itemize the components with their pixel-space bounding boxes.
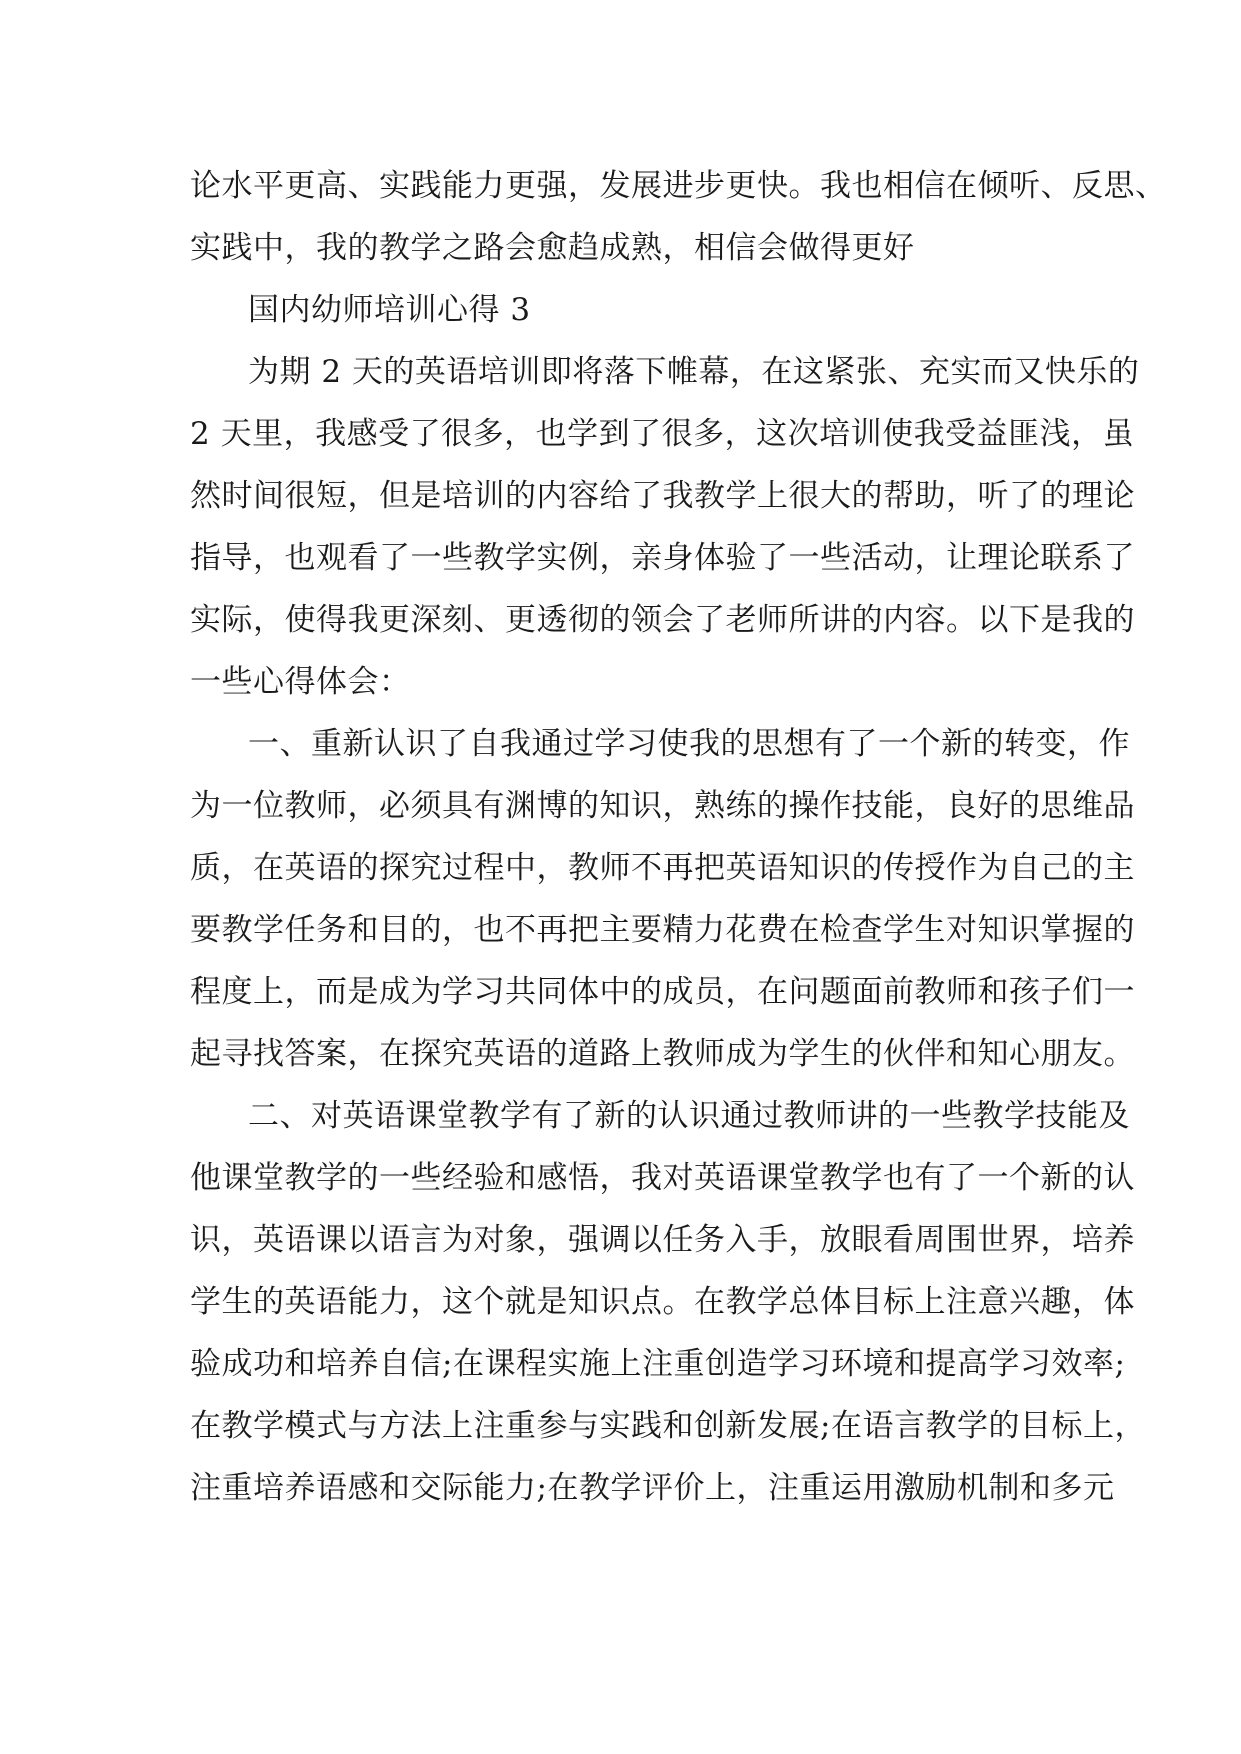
text-line: 验成功和培养自信;在课程实施上注重创造学习环境和提高学习效率; — [190, 1346, 1126, 1382]
text-line: 为期 2 天的英语培训即将落下帷幕，在这紧张、充实而又快乐的 — [248, 354, 1140, 390]
document-page — [190, 155, 1167, 1519]
text-line: 他课堂教学的一些经验和感悟，我对英语课堂教学也有了一个新的认 — [190, 1160, 1135, 1196]
text-line: 在教学模式与方法上注重参与实践和创新发展;在语言教学的目标上， — [190, 1408, 1146, 1444]
text-line: 学生的英语能力，这个就是知识点。在教学总体目标上注意兴趣，体 — [190, 1284, 1135, 1320]
text-line: 指导，也观看了一些教学实例，亲身体验了一些活动，让理论联系了 — [190, 540, 1135, 576]
text-line: 要教学任务和目的，也不再把主要精力花费在检查学生对知识掌握的 — [190, 912, 1135, 948]
text-line: 为一位教师，必须具有渊博的知识，熟练的操作技能，良好的思维品 — [190, 788, 1135, 824]
text-line: 注重培养语感和交际能力;在教学评价上，注重运用激励机制和多元 — [190, 1470, 1115, 1506]
text-line: 程度上，而是成为学习共同体中的成员，在问题面前教师和孩子们一 — [190, 974, 1135, 1010]
text-line: 识，英语课以语言为对象，强调以任务入手，放眼看周围世界，培养 — [190, 1222, 1135, 1258]
text-line: 2 天里，我感受了很多，也学到了很多，这次培训使我受益匪浅，虽 — [190, 416, 1135, 452]
text-line: 质，在英语的探究过程中，教师不再把英语知识的传授作为自己的主 — [190, 850, 1135, 886]
text-line: 然时间很短，但是培训的内容给了我教学上很大的帮助，听了的理论 — [190, 478, 1135, 514]
text-line: 一些心得体会： — [190, 664, 411, 700]
text-line: 论水平更高、实践能力更强，发展进步更快。我也相信在倾听、反思、 — [190, 168, 1167, 204]
text-line: 一、重新认识了自我通过学习使我的思想有了一个新的转变，作 — [248, 726, 1130, 762]
text-line: 实践中，我的教学之路会愈趋成熟，相信会做得更好 — [190, 230, 915, 266]
section-heading: 国内幼师培训心得 3 — [248, 292, 531, 328]
text-line: 二、对英语课堂教学有了新的认识通过教师讲的一些教学技能及 — [248, 1098, 1130, 1134]
text-line: 起寻找答案，在探究英语的道路上教师成为学生的伙伴和知心朋友。 — [190, 1036, 1135, 1072]
text-line: 实际，使得我更深刻、更透彻的领会了老师所讲的内容。以下是我的 — [190, 602, 1135, 638]
